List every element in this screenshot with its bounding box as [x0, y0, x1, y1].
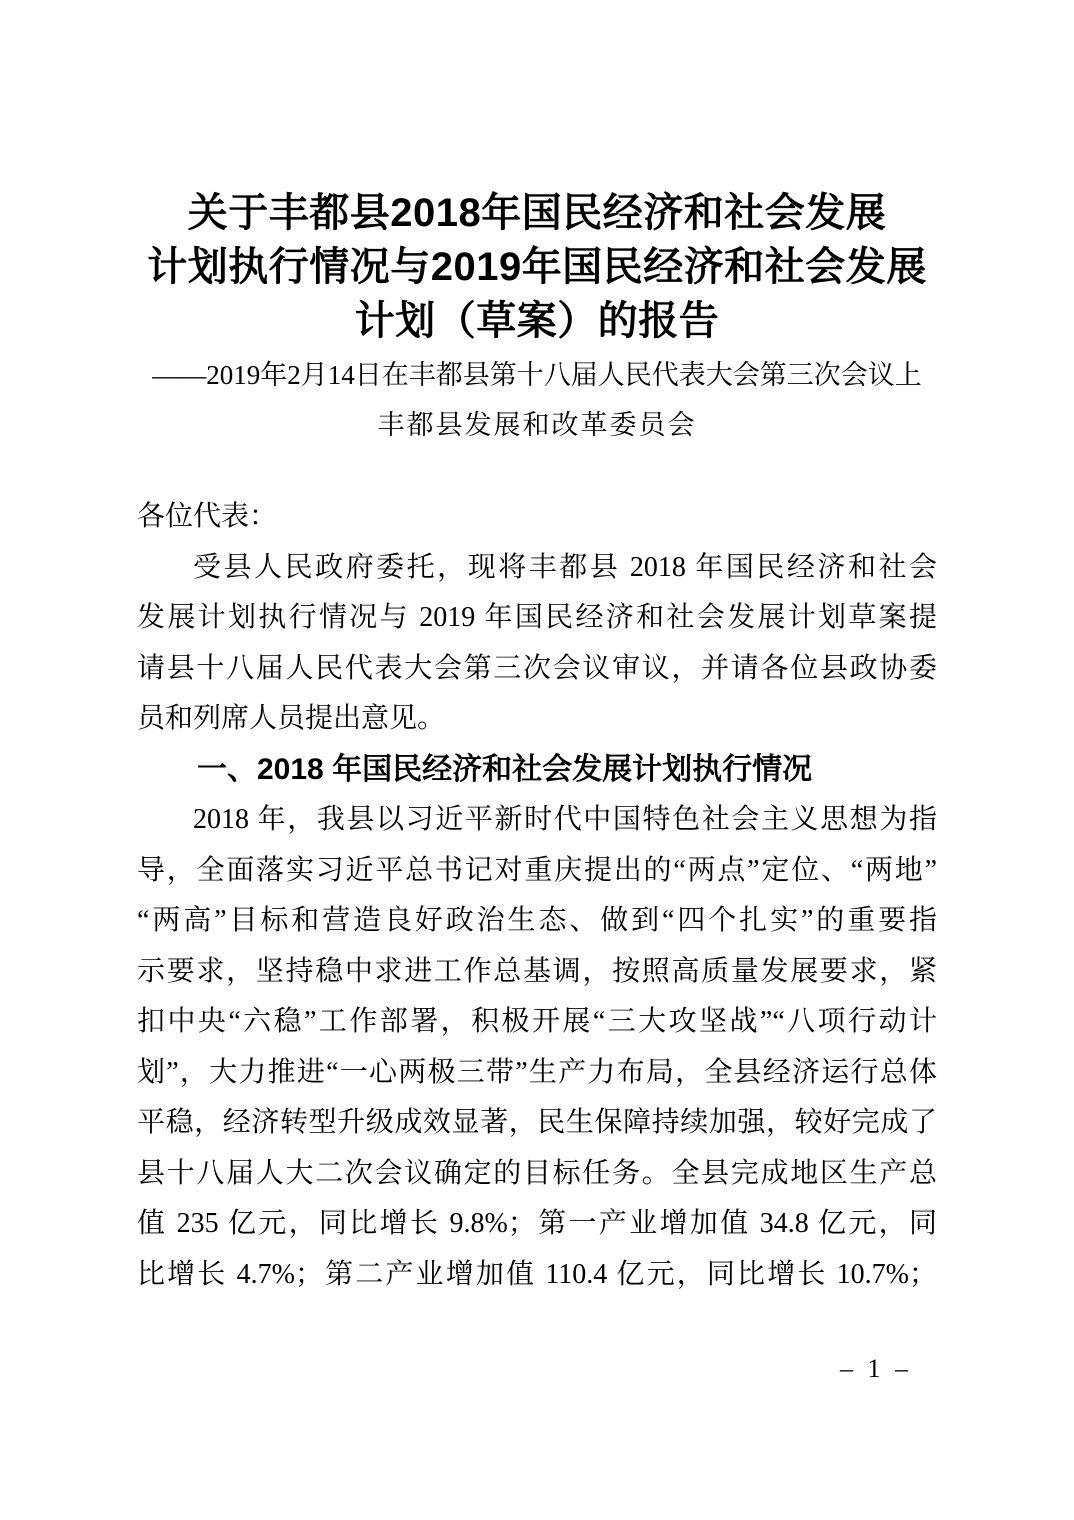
issuing-agency: 丰都县发展和改革委员会: [377, 410, 697, 440]
paragraph-2-line-9: 值 235 亿元，同比增长 9.8%；第一产业增加值 34.8 亿元，同: [137, 1208, 937, 1239]
page-number: – 1 –: [840, 1354, 912, 1383]
paragraph-2-line-3: “两高”目标和营造良好政治生态、做到“四个扎实”的重要指: [137, 905, 937, 936]
meeting-subtitle: ——2019年2月14日在丰都县第十八届人民代表大会第三次会议上: [152, 360, 922, 390]
report-title-line-1: 关于丰都县2018年国民经济和社会发展: [187, 191, 887, 235]
report-title-line-3: 计划（草案）的报告: [354, 299, 720, 343]
paragraph-2-line-6: 划”，大力推进“一心两极三带”生产力布局，全县经济运行总体: [137, 1056, 937, 1088]
paragraph-2-line-7: 平稳，经济转型升级成效显著，民生保障持续加强，较好完成了: [137, 1107, 937, 1138]
paragraph-1-line-3: 请县十八届人民代表大会第三次会议审议，并请各位县政协委: [137, 652, 937, 684]
paragraph-2-line-4: 示要求，坚持稳中求进工作总基调，按照高质量发展要求，紧: [137, 955, 937, 987]
paragraph-1-line-4: 员和列席人员提出意见。: [137, 703, 446, 734]
paragraph-1-line-2: 发展计划执行情况与 2019 年国民经济和社会发展计划草案提: [137, 602, 937, 633]
document-body: [137, 492, 937, 1300]
paragraph-1-line-1: 受县人民政府委托，现将丰都县 2018 年国民经济和社会: [193, 551, 937, 583]
paragraph-2-line-1: 2018 年，我县以习近平新时代中国特色社会主义思想为指: [193, 804, 937, 835]
paragraph-2-line-5: 扣中央“六稳”工作部署，积极开展“三大攻坚战”“八项行动计: [137, 1006, 937, 1037]
report-title-line-2: 计划执行情况与2019年国民经济和社会发展: [147, 245, 927, 289]
salutation: 各位代表：: [137, 501, 278, 532]
paragraph-2-line-2: 导，全面落实习近平总书记对重庆提出的“两点”定位、“两地”: [137, 854, 937, 886]
section-1-heading: 一、2018 年国民经济和社会发展计划执行情况: [197, 752, 813, 786]
paragraph-2-line-10: 比增长 4.7%；第二产业增加值 110.4 亿元，同比增长 10.7%；: [137, 1258, 937, 1290]
report-title: [0, 186, 1074, 348]
paragraph-2-line-8: 县十八届人大二次会议确定的目标任务。全县完成地区生产总: [137, 1157, 937, 1189]
